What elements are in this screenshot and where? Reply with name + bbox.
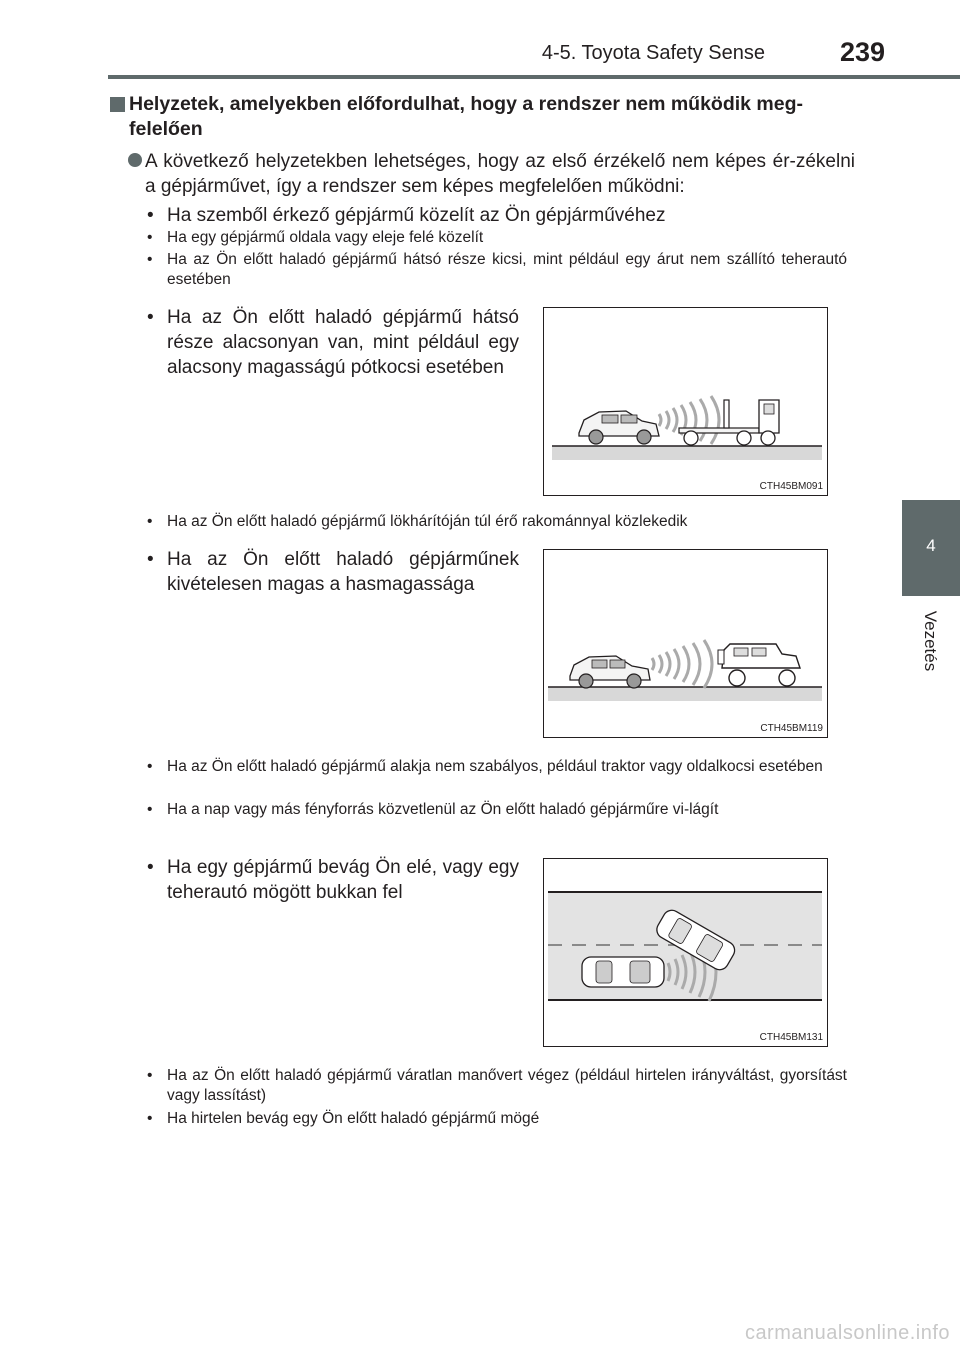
section-heading: Helyzetek, amelyekben előfordulhat, hogy a rendszer nem működik meg-felelően — [129, 93, 804, 140]
high-clearance-illustration — [544, 550, 827, 737]
chapter-tab-number: 4 — [926, 536, 936, 555]
figure-code: CTH45BM119 — [760, 723, 823, 734]
chapter-tab-label: Vezetés — [921, 610, 940, 672]
figure-code: CTH45BM131 — [759, 1032, 823, 1043]
figure-low-trailer — [543, 307, 828, 496]
intro-paragraph: A következő helyzetekben lehetséges, hogy az első érzékelő nem képes ér-zékelni a gépjárművet, így a rendszer sem képes megfelelően működni: — [145, 151, 855, 197]
figure-code: CTH45BM091 — [759, 481, 823, 492]
heading-square-icon — [110, 97, 125, 112]
figure-cut-in — [543, 858, 828, 1047]
low-trailer-illustration — [544, 308, 827, 495]
cut-in-illustration — [544, 859, 827, 1046]
figure-high-clearance — [543, 549, 828, 738]
footer-watermark: carmanualsonline.info — [744, 1322, 950, 1344]
section-title: 4-5. Toyota Safety Sense — [541, 42, 765, 64]
page-number: 239 — [839, 37, 885, 67]
header-rule — [108, 75, 960, 79]
circle-bullet-icon — [128, 153, 142, 167]
